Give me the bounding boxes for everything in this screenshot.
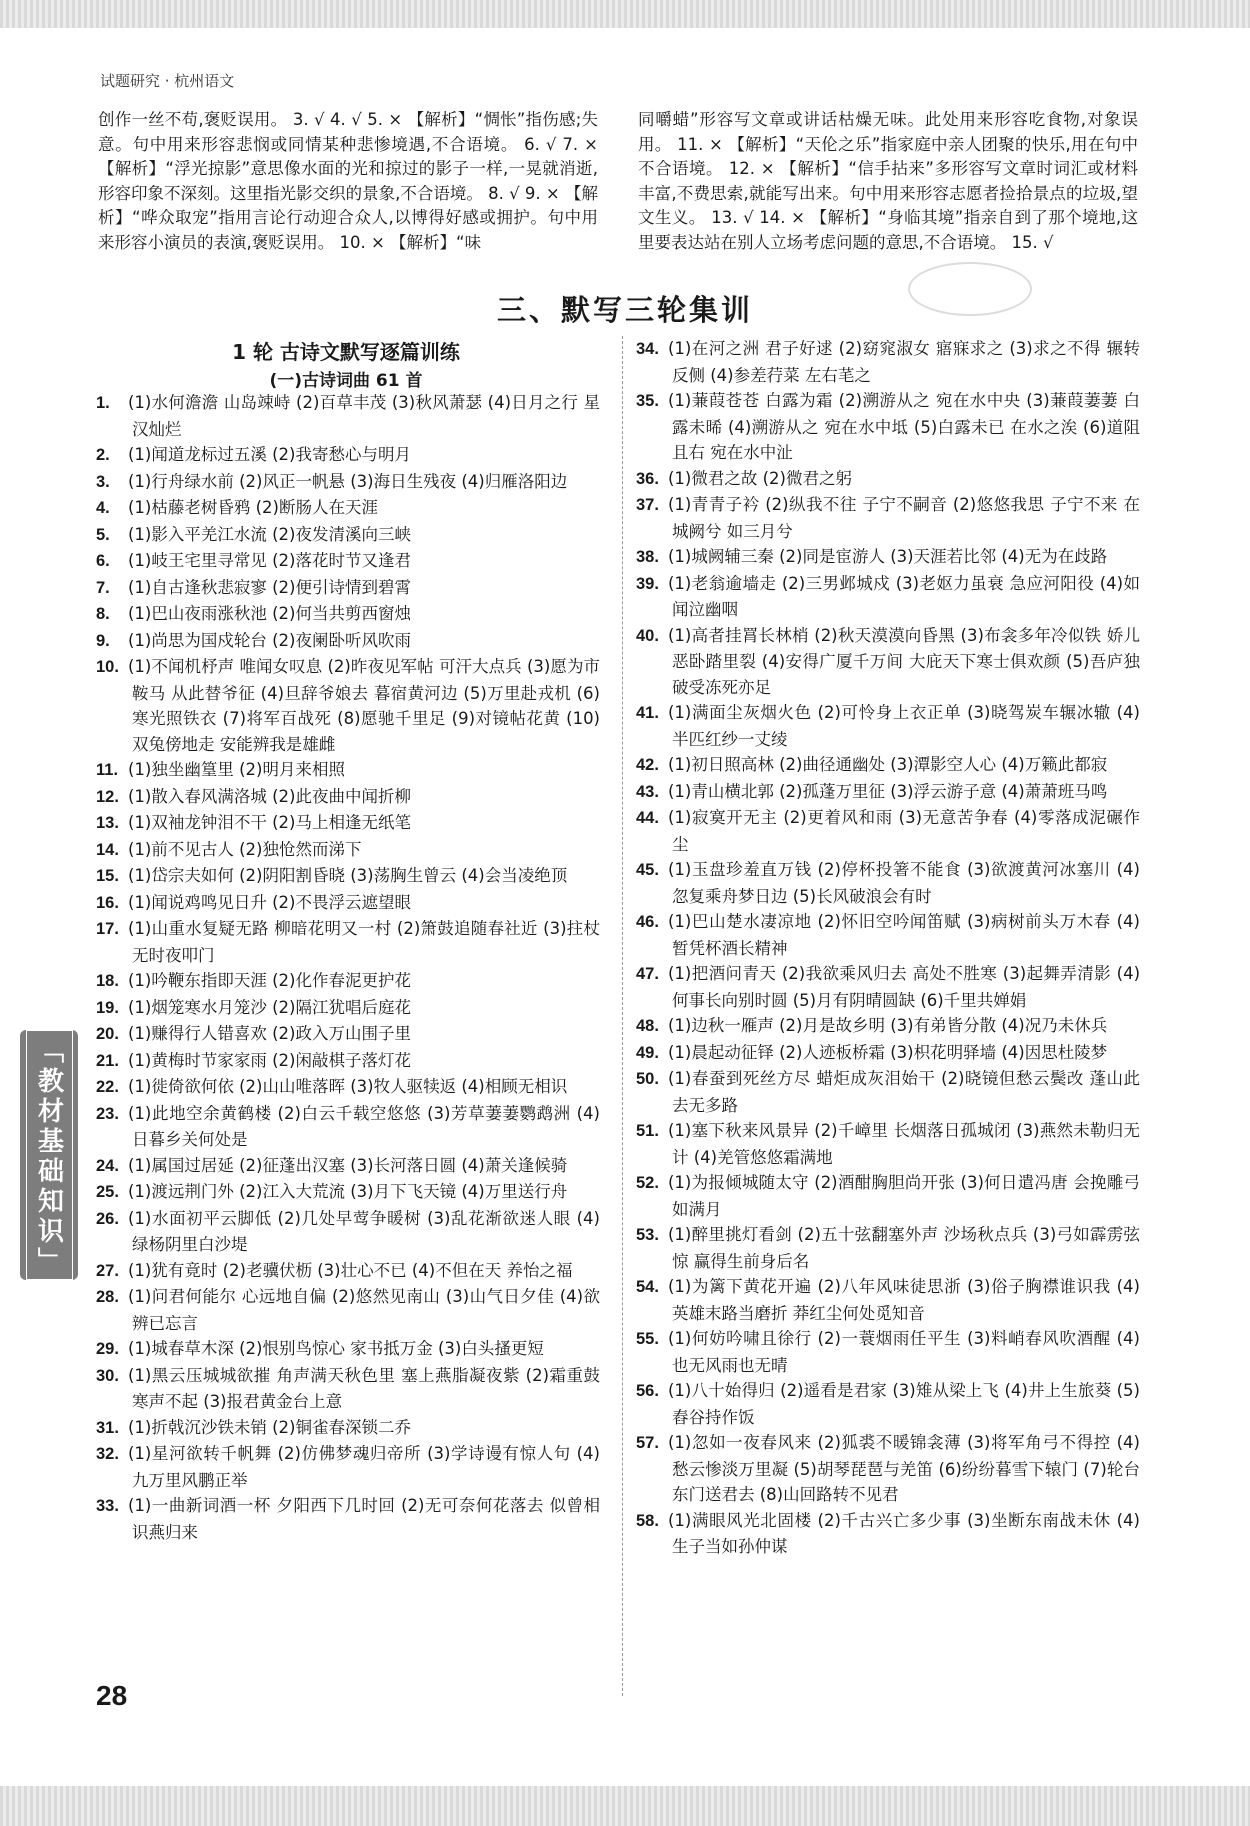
answer-text: (1)在河之洲 君子好逑 (2)窈窕淑女 寤寐求之 (3)求之不得 辗转反侧 (4)参差荇菜 左右芼之 (668, 339, 1140, 385)
left-answer-column (96, 390, 600, 1545)
answer-number: 22. (96, 1078, 119, 1096)
answer-item (96, 1101, 600, 1153)
answer-text: (1)蒹葭苍苍 白露为霜 (2)溯游从之 宛在水中央 (3)蒹葭萋萋 白露未晞 (4)溯游从之 宛在水中坻 (5)白露未已 在水之涘 (6)道阻且右 宛在水中沚 (668, 391, 1140, 462)
answer-text: (1)城阙辅三秦 (2)同是宦游人 (3)天涯若比邻 (4)无为在歧路 (668, 547, 1108, 566)
answer-text: (1)枯藤老树昏鸦 (2)断肠人在天涯 (128, 498, 378, 517)
answer-text: (1)青青子衿 (2)纵我不往 子宁不嗣音 (2)悠悠我思 子宁不来 在城阙兮 如三月兮 (668, 495, 1140, 541)
answer-number: 3. (96, 472, 110, 491)
answer-number: 38. (636, 548, 659, 566)
answer-item (96, 1153, 600, 1180)
answer-item (96, 995, 600, 1022)
answer-item (96, 784, 600, 811)
intro-right-column: 同嚼蜡”形容写文章或讲话枯燥无味。此处用来形容吃食物,对象误用。 11. × 【解析】“天伦之乐”指家庭中亲人团聚的快乐,用在句中不合语境。 12. × 【解析】“信手拈来”多形容写文章时词汇或材料丰富,不费思索,就能写出来。句中用来形容志愿者捡拾景点的垃圾,望文生义。 13. √ 14. × 【解析】“身临其境”指亲自到了那个境地,这里要表达站在别人立场考虑问题的意思,不合语境。 15. √ (638, 110, 1138, 252)
answer-item (636, 1040, 1140, 1067)
answer-number: 16. (96, 893, 119, 912)
answer-text: (1)山重水复疑无路 柳暗花明又一村 (2)箫鼓追随春社近 (3)拄杖无时夜叩门 (128, 919, 600, 965)
answer-text: (1)满眼风光北固楼 (2)千古兴亡多少事 (3)坐断东南战未休 (4)生子当如孙仲谋 (668, 1510, 1140, 1556)
answer-text: (1)初日照高林 (2)曲径通幽处 (3)潭影空人心 (4)万籁此都寂 (668, 755, 1108, 774)
answer-text: (1)岱宗夫如何 (2)阴阳割昏晓 (3)荡胸生曾云 (4)会当凌绝顶 (128, 866, 568, 885)
answer-number: 23. (96, 1104, 119, 1123)
answer-item (96, 1441, 600, 1493)
answer-item (96, 1363, 600, 1415)
answer-item (96, 890, 600, 917)
answer-item (636, 752, 1140, 779)
answer-number: 40. (636, 626, 659, 645)
answer-text: (1)晨起动征铎 (2)人迹板桥霜 (3)枳花明驿墙 (4)因思杜陵梦 (668, 1042, 1108, 1062)
answer-item (96, 442, 600, 469)
answer-item (636, 1222, 1140, 1274)
answer-item (96, 601, 600, 628)
answer-number: 52. (636, 1174, 659, 1192)
answer-number: 42. (636, 756, 659, 774)
answer-item (636, 1066, 1140, 1118)
answer-item (96, 837, 600, 864)
answer-text: (1)城春草木深 (2)恨别鸟惊心 家书抵万金 (3)白头搔更短 (128, 1339, 544, 1358)
answer-number: 4. (96, 499, 110, 517)
answer-item (96, 1258, 600, 1285)
answer-item (96, 1021, 600, 1048)
answer-text: (1)吟鞭东指即天涯 (2)化作春泥更护花 (128, 971, 411, 990)
answer-item (636, 779, 1140, 806)
answer-item (96, 916, 600, 968)
answer-number: 53. (636, 1226, 659, 1244)
answer-number: 1. (96, 394, 110, 412)
answer-item (96, 1074, 600, 1101)
answer-item (96, 628, 600, 655)
answer-number: 35. (636, 392, 659, 410)
answer-number: 43. (636, 782, 659, 801)
answer-item (96, 810, 600, 837)
answer-text: (1)何妨吟啸且徐行 (2)一蓑烟雨任平生 (3)料峭春风吹酒醒 (4)也无风雨也无晴 (668, 1329, 1140, 1375)
answer-item (96, 548, 600, 575)
answer-item (96, 863, 600, 890)
answer-number: 54. (636, 1278, 659, 1296)
answer-number: 9. (96, 631, 110, 650)
answer-text: (1)八十始得归 (2)遥看是君家 (3)雉从梁上飞 (4)井上生旅葵 (5)舂谷持作饭 (668, 1381, 1140, 1427)
answer-number: 55. (636, 1330, 659, 1348)
answer-number: 17. (96, 920, 119, 938)
answer-item (96, 654, 600, 757)
answer-text: (1)醉里挑灯看剑 (2)五十弦翻塞外声 沙场秋点兵 (3)弓如霹雳弦惊 赢得生前身后名 (668, 1225, 1140, 1271)
column-divider (622, 336, 623, 1696)
answer-number: 30. (96, 1366, 119, 1385)
page-header: 试题研究 · 杭州语文 (100, 72, 235, 90)
answer-text: (1)影入平羌江水流 (2)夜发清溪向三峡 (128, 524, 411, 544)
answer-number: 20. (96, 1025, 119, 1043)
bottom-scan-border (0, 1786, 1250, 1826)
section-title: 三、默写三轮集训 (496, 293, 753, 327)
answer-number: 50. (636, 1070, 659, 1088)
answer-item (636, 1430, 1140, 1508)
answer-item (636, 700, 1140, 752)
answer-number: 56. (636, 1382, 659, 1400)
answer-number: 14. (96, 840, 119, 859)
answer-text: (1)岐王宅里寻常见 (2)落花时节又逢君 (128, 551, 411, 570)
answer-number: 39. (636, 574, 659, 593)
right-answer-column (636, 336, 1140, 1560)
answer-item (96, 495, 600, 522)
answer-item (636, 805, 1140, 857)
answer-text: (1)黑云压城城欲摧 角声满天秋色里 塞上燕脂凝夜紫 (2)霜重鼓寒声不起 (3)报君黄金台上意 (128, 1365, 600, 1411)
answer-item (636, 1378, 1140, 1430)
answer-text: (1)属国过居延 (2)征蓬出汉塞 (3)长河落日圆 (4)萧关逢候骑 (128, 1155, 568, 1175)
answer-text: (1)塞下秋来风景异 (2)千嶂里 长烟落日孤城闭 (3)燕然未勒归无计 (4)羌管悠悠霜满地 (668, 1121, 1140, 1167)
answer-text: (1)青山横北郭 (2)孤蓬万里征 (3)浮云游子意 (4)萧萧班马鸣 (668, 781, 1108, 801)
answer-text: (1)一曲新词酒一杯 夕阳西下几时回 (2)无可奈何花落去 似曾相识燕归来 (128, 1496, 600, 1542)
answer-number: 12. (96, 787, 119, 806)
answer-item (636, 909, 1140, 961)
answer-number: 2. (96, 446, 110, 464)
answer-text: (1)忽如一夜春风来 (2)狐裘不暖锦衾薄 (3)将军角弓不得控 (4)愁云惨淡万里凝 (5)胡琴琵琶与羌笛 (6)纷纷暮雪下辕门 (7)轮台东门送君去 (8)山回路转不见君 (668, 1433, 1140, 1504)
answer-item (636, 388, 1140, 466)
answer-number: 18. (96, 972, 119, 990)
answer-text: (1)为篱下黄花开遍 (2)八年风味徒思浙 (3)俗子胸襟谁识我 (4)英雄末路当磨折 莽红尘何处觅知音 (668, 1277, 1140, 1323)
answer-number: 27. (96, 1261, 119, 1280)
answer-number: 46. (636, 913, 659, 931)
answer-text: (1)前不见古人 (2)独怆然而涕下 (128, 839, 362, 859)
answer-item (636, 1118, 1140, 1170)
answer-item (636, 1508, 1140, 1560)
answer-number: 44. (636, 809, 659, 827)
answer-item (96, 757, 600, 784)
answer-text: (1)双袖龙钟泪不干 (2)马上相逢无纸笔 (128, 813, 411, 832)
answer-item (636, 492, 1140, 544)
answer-item (636, 1013, 1140, 1040)
answer-item (636, 623, 1140, 701)
answer-text: (1)满面尘灰烟火色 (2)可怜身上衣正单 (3)晓驾炭车辗冰辙 (4)半匹红纱一丈绫 (668, 703, 1140, 749)
answer-text: (1)犹有竟时 (2)老骥伏枥 (3)壮心不已 (4)不但在天 养怡之福 (128, 1260, 573, 1280)
answer-item (636, 1170, 1140, 1222)
answer-number: 36. (636, 469, 659, 488)
answer-number: 28. (96, 1288, 119, 1306)
answer-number: 8. (96, 605, 110, 623)
answer-item (636, 571, 1140, 623)
answer-number: 51. (636, 1122, 659, 1140)
answer-text: (1)徙倚欲何依 (2)山山唯落晖 (3)牧人驱犊返 (4)相顾无相识 (128, 1077, 568, 1096)
round-title: 1 轮 古诗文默写逐篇训练 (232, 340, 460, 364)
answer-text: (1)春蚕到死丝方尽 蜡炬成灰泪始干 (2)晓镜但愁云鬓改 蓬山此去无多路 (668, 1069, 1140, 1115)
answer-text: (1)散入春风满洛城 (2)此夜曲中闻折柳 (128, 786, 411, 806)
answer-number: 11. (96, 761, 119, 779)
answer-item (96, 1206, 600, 1258)
answer-number: 21. (96, 1051, 119, 1070)
answer-item (636, 544, 1140, 571)
answer-item (96, 522, 600, 549)
answer-text: (1)此地空余黄鹤楼 (2)白云千载空悠悠 (3)芳草萋萋鹦鹉洲 (4)日暮乡关何处是 (128, 1103, 600, 1149)
answer-number: 37. (636, 496, 659, 514)
answer-number: 58. (636, 1511, 659, 1530)
answer-item (96, 390, 600, 442)
answer-number: 5. (96, 525, 110, 544)
answer-number: 33. (96, 1497, 119, 1515)
answer-item (96, 1493, 600, 1545)
answer-item (96, 469, 600, 496)
subsection-title: (一)古诗词曲 61 首 (269, 371, 423, 391)
answer-item (96, 575, 600, 602)
answer-text: (1)巴山夜雨涨秋池 (2)何当共剪西窗烛 (128, 604, 411, 623)
answer-text: (1)边秋一雁声 (2)月是故乡明 (3)有弟皆分散 (4)况乃未休兵 (668, 1016, 1108, 1035)
answer-text: (1)高者挂罥长林梢 (2)秋天漠漠向昏黑 (3)布衾多年冷似铁 娇儿恶卧踏里裂 (4)安得广厦千万间 大庇天下寒士俱欢颜 (5)吾庐独破受冻死亦足 (668, 625, 1140, 697)
answer-text: (1)折戟沉沙铁未销 (2)铜雀春深锁二乔 (128, 1417, 411, 1437)
answer-number: 7. (96, 578, 110, 597)
answer-text: (1)巴山楚水凄凉地 (2)怀旧空吟闻笛赋 (3)病树前头万木春 (4)暂凭杯酒长精神 (668, 912, 1140, 958)
intro-left-column: 创作一丝不苟,褒贬误用。 3. √ 4. √ 5. × 【解析】“惆怅”指伤感;失意。句中用来形容悲悯或同情某种悲惨境遇,不合语境。 6. √ 7. × 【解析】“浮光掠影”意思像水面的光和掠过的影子一样,一晃就消逝,形容印象不深刻。这里指光影交织的景象,不合语境。 8. √ 9. × 【解析】“哗众取宠”指用言论行动迎合众人,以博得好感或拥护。句中用来形容小演员的表演,褒贬误用。 10. × 【解析】“味 (98, 110, 598, 252)
top-scan-border (0, 0, 1250, 28)
answer-text: (1)赚得行人错喜欢 (2)政入万山围子里 (128, 1024, 411, 1043)
answer-item (96, 1179, 600, 1206)
answer-text: (1)寂寞开无主 (2)更着风和雨 (3)无意苦争春 (4)零落成泥碾作尘 (668, 808, 1140, 854)
page-number: 28 (96, 1680, 128, 1711)
answer-number: 13. (96, 814, 119, 832)
answer-text: (1)不闻机杼声 唯闻女叹息 (2)昨夜见军帖 可汗大点兵 (3)愿为市鞍马 从此替爷征 (4)旦辞爷娘去 暮宿黄河边 (5)万里赴戎机 (6)寒光照铁衣 (7)将军百战死 (8)愿驰千里足 (9)对镜帖花黄 (10)双兔傍地走 安能辨我是雄雌 (128, 657, 600, 754)
answer-text: (1)闻说鸡鸣见日升 (2)不畏浮云遮望眼 (128, 892, 411, 912)
answer-item (96, 968, 600, 995)
answer-text: (1)星河欲转千帆舞 (2)仿佛梦魂归帝所 (3)学诗谩有惊人句 (4)九万里风鹏正举 (128, 1444, 600, 1490)
answer-number: 26. (96, 1209, 119, 1228)
answer-number: 32. (96, 1445, 119, 1463)
answer-number: 19. (96, 998, 119, 1017)
answer-text: (1)闻道龙标过五溪 (2)我寄愁心与明月 (128, 445, 411, 464)
answer-text: (1)烟笼寒水月笼沙 (2)隔江犹唱后庭花 (128, 997, 411, 1017)
answer-text: (1)水面初平云脚低 (2)几处早莺争暖树 (3)乱花渐欲迷人眼 (4)绿杨阴里白沙堤 (128, 1208, 600, 1254)
answer-text: (1)把酒问青天 (2)我欲乘风归去 高处不胜寒 (3)起舞弄清影 (4)何事长向别时圆 (5)月有阴晴圆缺 (6)千里共婵娟 (668, 964, 1140, 1010)
answer-text: (1)独坐幽篁里 (2)明月来相照 (128, 760, 345, 779)
answer-number: 45. (636, 861, 659, 879)
answer-text: (1)水何澹澹 山岛竦峙 (2)百草丰茂 (3)秋风萧瑟 (4)日月之行 星汉灿烂 (128, 393, 600, 439)
answer-item (96, 1336, 600, 1363)
answer-text: (1)老翁逾墙走 (2)三男邺城戍 (3)老妪力虽衰 急应河阳役 (4)如闻泣幽咽 (668, 573, 1141, 619)
answer-number: 15. (96, 867, 119, 885)
answer-item (636, 466, 1140, 493)
answer-item (636, 1326, 1140, 1378)
answer-text: (1)行舟绿水前 (2)风正一帆悬 (3)海日生残夜 (4)归雁洛阳边 (128, 471, 568, 491)
answer-number: 34. (636, 340, 659, 358)
side-tab-label: 「教材基础知识」 (26, 1030, 73, 1280)
answer-item (96, 1284, 600, 1336)
answer-item (636, 336, 1140, 388)
answer-item (96, 1048, 600, 1075)
answer-text: (1)渡远荆门外 (2)江入大荒流 (3)月下飞天镜 (4)万里送行舟 (128, 1182, 568, 1201)
answer-item (636, 961, 1140, 1013)
answer-item (636, 1274, 1140, 1326)
answer-text: (1)黄梅时节家家雨 (2)闲敲棋子落灯花 (128, 1050, 411, 1070)
answer-text: (1)微君之故 (2)微君之躬 (668, 468, 852, 488)
answer-item (96, 1415, 600, 1442)
answer-text: (1)尚思为国戍轮台 (2)夜阑卧听风吹雨 (128, 630, 411, 650)
answer-text: (1)问君何能尔 心远地自偏 (2)悠然见南山 (3)山气日夕佳 (4)欲辨已忘言 (128, 1287, 600, 1333)
answer-number: 48. (636, 1017, 659, 1035)
answer-number: 6. (96, 552, 110, 570)
answer-number: 41. (636, 704, 659, 722)
side-tab (20, 1030, 78, 1280)
answer-number: 29. (96, 1340, 119, 1358)
answer-number: 47. (636, 965, 659, 983)
answer-number: 31. (96, 1418, 119, 1437)
answer-number: 49. (636, 1043, 659, 1062)
answer-number: 57. (636, 1434, 659, 1452)
answer-text: (1)玉盘珍羞直万钱 (2)停杯投箸不能食 (3)欲渡黄河冰塞川 (4)忽复乘舟梦日边 (5)长风破浪会有时 (668, 860, 1140, 906)
answer-text: (1)自古逢秋悲寂寥 (2)便引诗情到碧霄 (128, 577, 411, 597)
answer-number: 25. (96, 1183, 119, 1201)
answer-number: 24. (96, 1156, 119, 1175)
answer-text: (1)为报倾城随太守 (2)酒酣胸胆尚开张 (3)何日遣冯唐 会挽雕弓如满月 (668, 1173, 1140, 1219)
answer-item (636, 857, 1140, 909)
answer-number: 10. (96, 658, 119, 676)
